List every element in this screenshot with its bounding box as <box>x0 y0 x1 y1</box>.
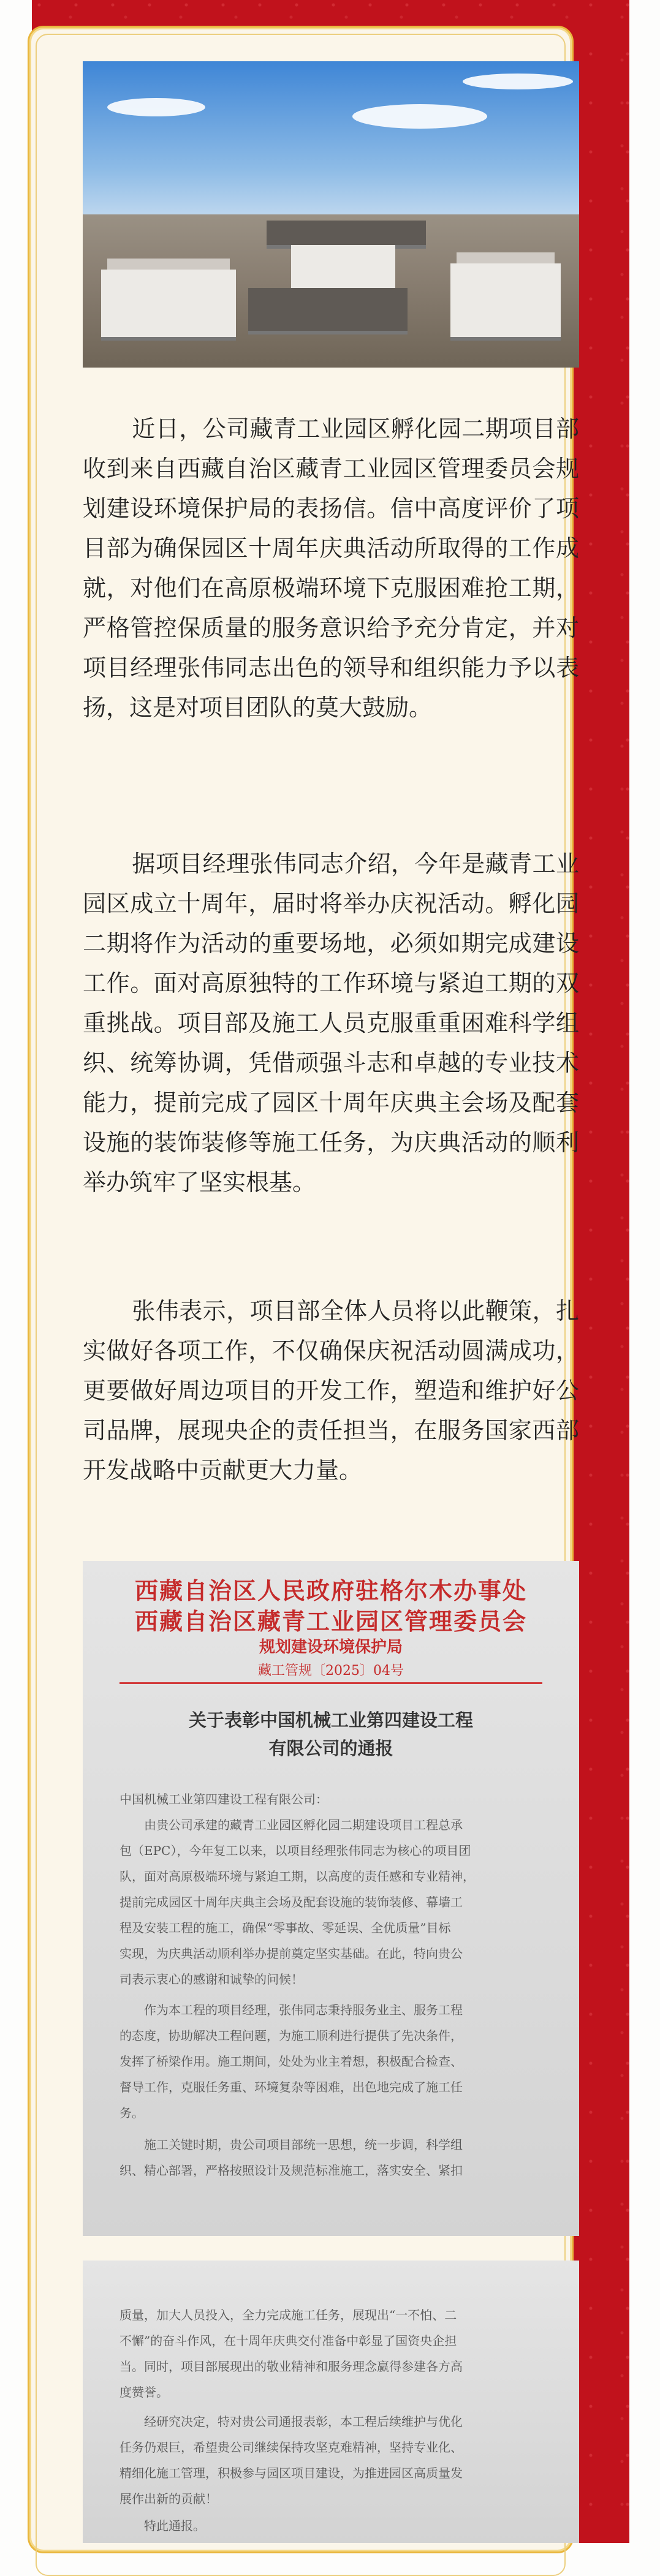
letter-header-line-1: 西藏自治区人民政府驻格尔木办事处 <box>134 1577 527 1604</box>
letter-line: 实现，为庆典活动顺利举办提前奠定坚实基础。在此，特向贵公 <box>119 1946 463 1961</box>
letter-line: 队，面对高原极端环境与紧迫工期，以高度的责任感和专业精神， <box>119 1869 475 1884</box>
letter-title-line-2: 有限公司的通报 <box>268 1738 393 1759</box>
commendation-letter-page-2 <box>83 2261 579 2543</box>
building <box>101 270 236 341</box>
letter-line: 程及安装工程的施工，确保“零事故、零延误、全优质量”目标 <box>119 1921 451 1935</box>
letter-line: 包（EPC），今年复工以来，以项目经理张伟同志为核心的项目团 <box>119 1843 471 1858</box>
letter-line: 不懈”的奋斗作风，在十周年庆典交付准备中彰显了国资央企担 <box>119 2333 457 2348</box>
letter-line: 由贵公司承建的藏青工业园区孵化园二期建设项目工程总承 <box>119 1818 463 1832</box>
building <box>450 263 561 341</box>
letter-line: 督导工作，克服任务重、环境复杂等困难，出色地完成了施工任 <box>119 2080 463 2094</box>
letter-line: 特此通报。 <box>119 2518 205 2533</box>
article-paragraph-1: 近日，公司藏青工业园区孵化园二期项目部收到来自西藏自治区藏青工业园区管理委员会规划建设环境保护局的表扬信。信中高度评价了项目部为确保园区十周年庆典活动所取得的工作成就，对他们在高原极端环境下克服困难抢工期，严格管控保质量的服务意识给予充分肯定，并对项目经理张伟同志出色的领导和组织能力予以表扬，这是对项目团队的莫大鼓励。 <box>83 415 579 721</box>
cloud <box>352 104 487 129</box>
construction-site-photo <box>83 61 579 368</box>
commendation-letter-page-1 <box>83 1561 579 2236</box>
letter-line: 精细化施工管理，积极参与园区项目建设，为推进园区高质量发 <box>119 2466 463 2480</box>
letter-doc-number: 藏工管规〔2025〕04号 <box>258 1663 404 1679</box>
letter-line: 质量，加大人员投入，全力完成施工任务，展现出“一不怕、二 <box>119 2308 457 2322</box>
letter-line: 织、精心部署，严格按照设计及规范标准施工，落实安全、紧扣 <box>119 2163 463 2178</box>
letter-line: 展作出新的贡献！ <box>119 2491 218 2506</box>
red-rule <box>119 1682 542 1684</box>
article-paragraph-3: 张伟表示，项目部全体人员将以此鞭策，扎实做好各项工作，不仅确保庆祝活动圆满成功，更要做好周边项目的开发工作，塑造和维护好公司品牌，展现央企的责任担当，在服务国家西部开发战略中贡献更大力量。 <box>83 1297 579 1484</box>
roof <box>107 259 230 270</box>
cloud <box>107 98 205 116</box>
building <box>248 288 408 334</box>
roof <box>457 252 555 263</box>
letter-line: 作为本工程的项目经理，张伟同志秉持服务业主、服务工程 <box>119 2003 463 2017</box>
letter-line: 当。同时，项目部展现出的敬业精神和服务理念赢得参建各方高 <box>119 2359 463 2374</box>
letter-line: 司表示衷心的感谢和诚挚的问候！ <box>119 1972 303 1987</box>
letter-line: 提前完成园区十周年庆典主会场及配套设施的装饰装修、幕墙工 <box>119 1895 463 1909</box>
letter-title-line-1: 关于表彰中国机械工业第四建设工程 <box>188 1710 473 1731</box>
letter-line: 度赞誉。 <box>119 2385 169 2400</box>
letter-line: 经研究决定，特对贵公司通报表彰，本工程后续维护与优化 <box>119 2414 463 2429</box>
cloud <box>463 74 573 89</box>
letter-line: 施工关键时期，贵公司项目部统一思想，统一步调，科学组 <box>119 2137 463 2152</box>
letter-line: 中国机械工业第四建设工程有限公司： <box>119 1792 328 1807</box>
letter-line: 务。 <box>119 2106 144 2120</box>
article-paragraph-2: 据项目经理张伟同志介绍，今年是藏青工业园区成立十周年，届时将举办庆祝活动。孵化园二期将作为活动的重要场地，必须如期完成建设工作。面对高原独特的工作环境与紧迫工期的双重挑战。项目部及施工人员克服重重困难科学组织、统筹协调，凭借顽强斗志和卓越的专业技术能力，提前完成了园区十周年庆典主会场及配套设施的装饰装修等施工任务，为庆典活动的顺利举办筑牢了坚实根基。 <box>83 850 579 1196</box>
letter-line: 的态度，协助解决工程问题，为施工顺利进行提供了先决条件， <box>119 2028 463 2043</box>
letter-header-line-2: 西藏自治区藏青工业园区管理委员会 <box>134 1607 527 1635</box>
letter-header-line-3: 规划建设环境保护局 <box>259 1638 403 1656</box>
letter-line: 发挥了桥梁作用。施工期间，处处为业主着想，积极配合检查、 <box>119 2054 463 2069</box>
letter-line: 任务仍艰巨，希望贵公司继续保持攻坚克难精神，坚持专业化、 <box>119 2440 463 2455</box>
